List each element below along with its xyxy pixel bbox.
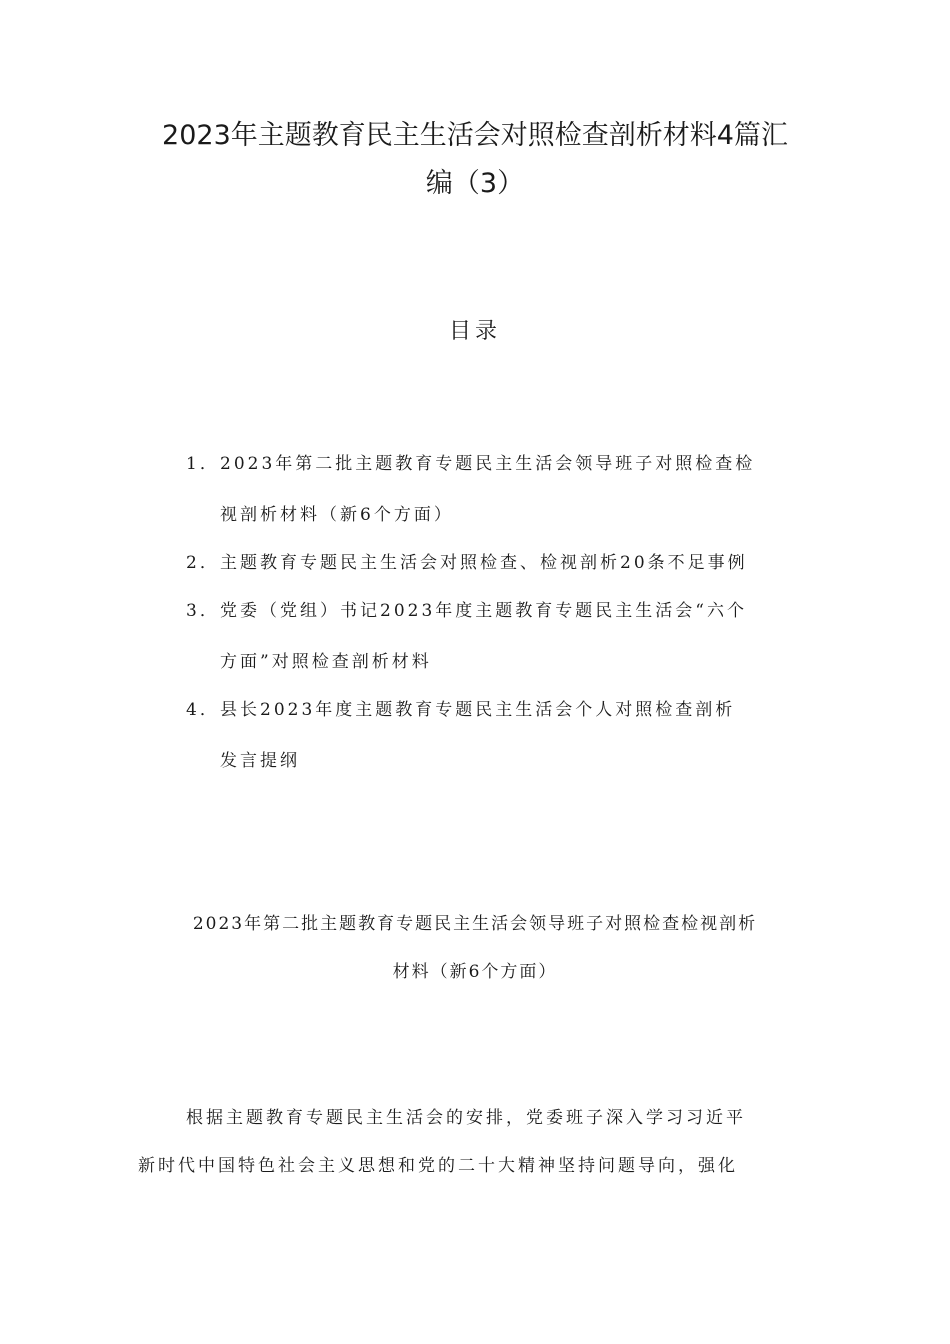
body-paragraph-line-2: 新时代中国特色社会主义思想和党的二十大精神坚持问题导向，强化 xyxy=(138,1156,738,1176)
document-title-line-1: 2023年主题教育民主生活会对照检查剖析材料4篇汇 xyxy=(162,120,788,151)
toc-item-number: 4． xyxy=(186,700,220,720)
toc-heading: 目录 xyxy=(448,319,501,344)
toc-item-text-line-1: 党委（党组）书记2023年度主题教育专题民主生活会“六个 xyxy=(220,601,747,621)
document-title xyxy=(120,112,830,208)
body-paragraph xyxy=(138,1094,828,1190)
toc-item-number: 1． xyxy=(186,454,220,474)
toc-item-text-line-1: 2023年第二批主题教育专题民主生活会领导班子对照检查检 xyxy=(220,454,756,474)
toc-item-3[interactable] xyxy=(180,599,820,674)
toc-item-4[interactable] xyxy=(180,698,820,773)
toc-item-text-line-1: 主题教育专题民主生活会对照检查、检视剖析20条不足事例 xyxy=(220,553,748,573)
section-title-line-2: 材料（新6个方面） xyxy=(392,962,558,982)
toc-item-text-line-1: 县长2023年度主题教育专题民主生活会个人对照检查剖析 xyxy=(220,700,736,720)
toc-item-text-line-2: 方面”对照检查剖析材料 xyxy=(220,652,432,672)
table-of-contents xyxy=(180,452,820,797)
toc-item-number: 3． xyxy=(186,601,220,621)
section-title xyxy=(120,900,830,996)
toc-item-1[interactable] xyxy=(180,452,820,527)
toc-item-2[interactable] xyxy=(180,551,820,575)
document-title-line-2: 编（3） xyxy=(425,168,525,199)
toc-item-text-line-2: 视剖析材料（新6个方面） xyxy=(220,505,454,525)
section-title-line-1: 2023年第二批主题教育专题民主生活会领导班子对照检查检视剖析 xyxy=(192,914,758,934)
toc-item-number: 2． xyxy=(186,553,220,573)
body-paragraph-line-1: 根据主题教育专题民主生活会的安排，党委班子深入学习习近平 xyxy=(186,1108,746,1128)
toc-item-text-line-2: 发言提纲 xyxy=(220,751,300,771)
